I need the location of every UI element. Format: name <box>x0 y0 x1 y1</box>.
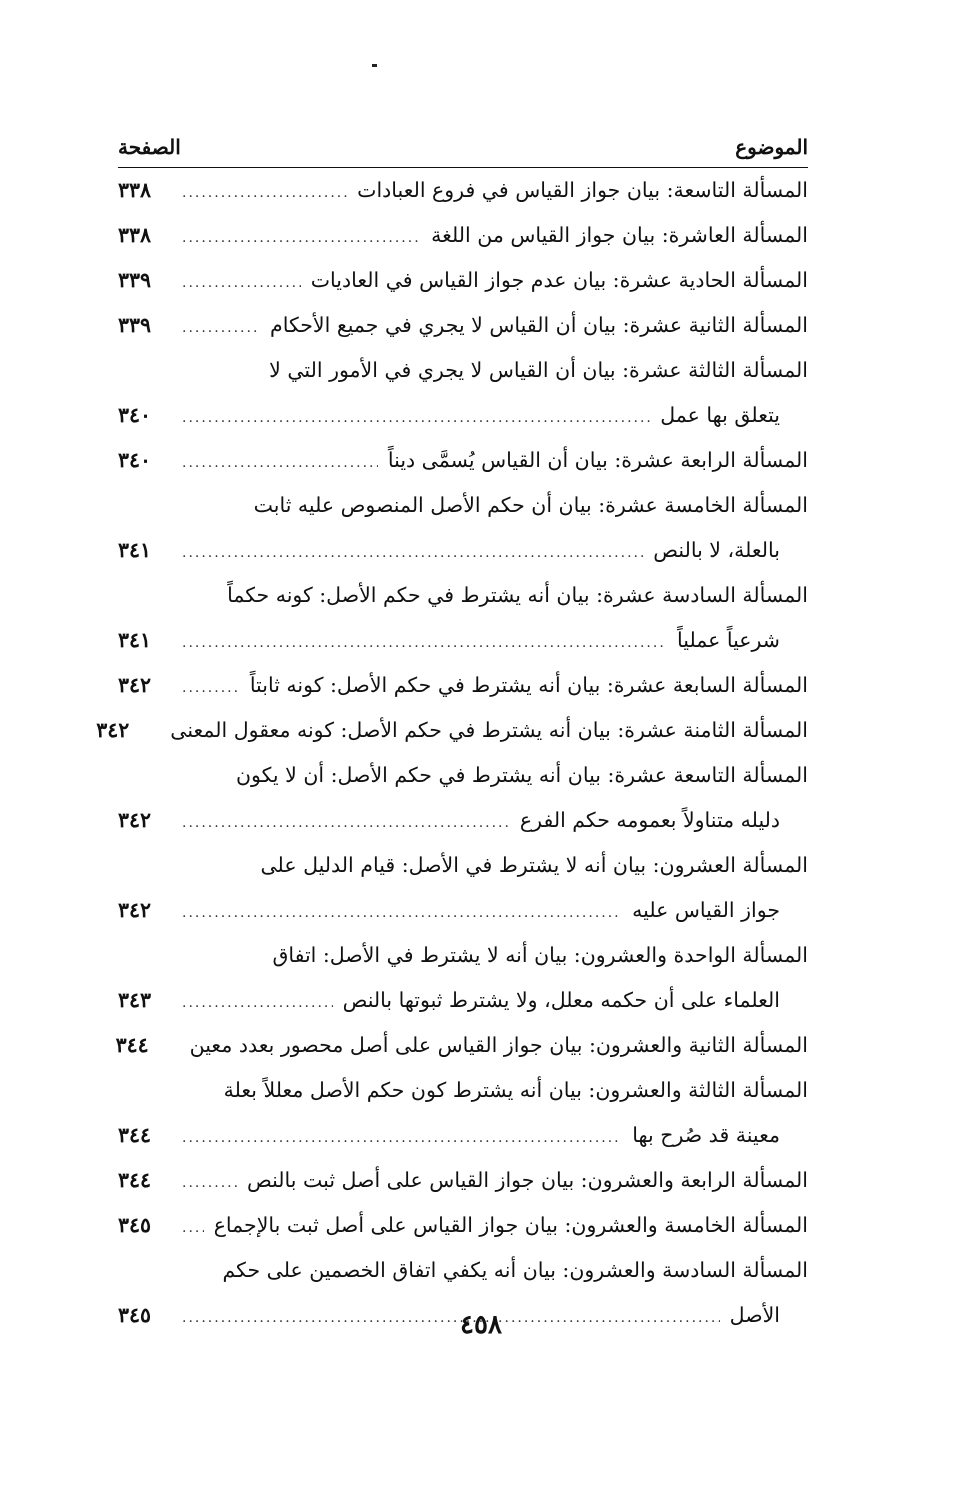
toc-entry-page: ٣٤١ <box>118 628 152 652</box>
toc-entry-text: معينة قد صُرح بها <box>632 1123 780 1147</box>
dot-leader <box>182 441 378 486</box>
dot-leader <box>182 1206 204 1251</box>
toc-entry-line <box>118 753 808 798</box>
toc-entry-page: ٣٤٥ <box>118 1303 152 1327</box>
toc-entry-text: المسألة الواحدة والعشرون: بيان أنه لا يشترط في الأصل: اتفاق <box>272 943 808 967</box>
dot-leader <box>182 666 240 711</box>
toc-entry-page: ٣٤٥ <box>118 1213 152 1237</box>
toc-list <box>96 168 808 1338</box>
page-heading: الصفحة <box>118 135 181 159</box>
toc-entry-text: المسألة السابعة عشرة: بيان أنه يشترط في حكم الأصل: كونه ثابتاً <box>249 673 808 697</box>
toc-entry-line <box>118 438 808 483</box>
toc-entry <box>118 483 808 573</box>
toc-entry-text: المسألة العشرون: بيان أنه لا يشترط في الأصل: قيام الدليل على <box>260 853 808 877</box>
toc-entry <box>118 753 808 843</box>
toc-entry-line <box>118 888 808 933</box>
toc-header <box>118 122 808 162</box>
toc-entry-line <box>118 258 808 303</box>
toc-entry-text: الأصل <box>729 1303 780 1327</box>
toc-entry-page: ٣٤٤ <box>118 1168 152 1192</box>
toc-entry-line <box>118 348 808 393</box>
toc-entry-text: المسألة التاسعة عشرة: بيان أنه يشترط في حكم الأصل: أن لا يكون <box>235 763 808 787</box>
dot-leader <box>182 891 622 936</box>
toc-entry-line <box>118 168 808 213</box>
toc-entry-line <box>118 213 808 258</box>
toc-entry-text: شرعياً عملياً <box>677 628 780 652</box>
toc-entry-page: ٣٤١ <box>118 538 152 562</box>
toc-entry-text: المسألة الثالثة والعشرون: بيان أنه يشترط كون حكم الأصل معللاً بعلة <box>223 1078 808 1102</box>
toc-entry-line <box>118 663 808 708</box>
toc-entry <box>118 1158 808 1203</box>
toc-entry-page: ٣٤٤ <box>115 1033 149 1057</box>
toc-entry-line <box>118 1068 808 1113</box>
page-number: ٤٥٨ <box>460 1310 502 1340</box>
toc-entry-page: ٣٤٢ <box>96 718 130 742</box>
toc-entry-text: المسألة الرابعة والعشرون: بيان جواز القياس على أصل ثبت بالنص <box>246 1168 808 1192</box>
toc-entry-page: ٣٣٩ <box>118 268 152 292</box>
toc-entry-page: ٣٤٠ <box>118 403 152 427</box>
toc-entry <box>118 1203 808 1248</box>
toc-entry <box>118 1068 808 1158</box>
toc-entry-text: جواز القياس عليه <box>632 898 780 922</box>
toc-entry-line <box>118 1248 808 1293</box>
toc-entry <box>96 708 808 753</box>
dot-leader <box>182 216 421 261</box>
dot-leader <box>182 621 667 666</box>
dot-leader <box>182 261 301 306</box>
toc-entry-line <box>118 303 808 348</box>
toc-entry-line <box>118 483 808 528</box>
toc-entry-line <box>118 798 808 843</box>
toc-entry-text: المسألة السادسة والعشرون: بيان أنه يكفي اتفاق الخصمين على حكم <box>222 1258 808 1282</box>
dot-leader <box>182 171 347 216</box>
toc-entry-line <box>118 573 808 618</box>
toc-entry-line <box>118 528 808 573</box>
toc-entry-page: ٣٤٢ <box>118 898 152 922</box>
toc-entry-page: ٣٣٨ <box>118 178 152 202</box>
toc-entry-line <box>115 1023 808 1068</box>
dot-leader <box>182 531 643 576</box>
top-mark <box>372 64 377 67</box>
toc-entry-line <box>118 1203 808 1248</box>
toc-entry-line <box>118 1113 808 1158</box>
toc-entry-page: ٣٤٢ <box>118 808 152 832</box>
toc-entry-text: المسألة الثالثة عشرة: بيان أن القياس لا يجري في الأمور التي لا <box>269 358 808 382</box>
toc-entry <box>115 1023 808 1068</box>
topic-heading: الموضوع <box>735 135 808 159</box>
toc-entry-line <box>118 618 808 663</box>
toc-entry-line <box>118 393 808 438</box>
dot-leader <box>182 1116 622 1161</box>
toc-entry <box>118 303 808 348</box>
toc-entry <box>118 213 808 258</box>
toc-entry-text: المسألة التاسعة: بيان جواز القياس في فروع العبادات <box>357 178 808 202</box>
dot-leader <box>182 801 510 846</box>
toc-entry <box>118 663 808 708</box>
toc-entry-text: المسألة السادسة عشرة: بيان أنه يشترط في حكم الأصل: كونه حكماً <box>227 583 808 607</box>
toc-entry-page: ٣٤٠ <box>118 448 152 472</box>
toc-entry-line <box>96 708 808 753</box>
toc-entry-text: المسألة الرابعة عشرة: بيان أن القياس يُسمَّى ديناً <box>387 448 808 472</box>
toc-entry <box>118 438 808 483</box>
toc-entry-text: دليله متناولاً بعمومه حكم الفرع <box>519 808 780 832</box>
dot-leader <box>182 1161 237 1206</box>
toc-entry-line <box>118 843 808 888</box>
toc-entry-page: ٣٤٣ <box>118 988 152 1012</box>
toc-entry-line <box>118 933 808 978</box>
dot-leader <box>182 306 260 351</box>
toc-entry <box>118 573 808 663</box>
toc-entry <box>118 258 808 303</box>
toc-entry <box>118 168 808 213</box>
toc-entry-line <box>118 1158 808 1203</box>
toc-entry-text: المسألة الثانية والعشرون: بيان جواز القياس على أصل محصور بعدد معين <box>189 1033 808 1057</box>
toc-entry-text: العلماء على أن حكمه معلل، ولا يشترط ثبوتها بالنص <box>342 988 780 1012</box>
toc-entry-text: المسألة الحادية عشرة: بيان عدم جواز القياس في العاديات <box>310 268 808 292</box>
toc-entry-page: ٣٤٢ <box>118 673 152 697</box>
dot-leader <box>182 396 650 441</box>
toc-entry <box>118 933 808 1023</box>
toc-entry-page: ٣٣٩ <box>118 313 152 337</box>
toc-entry-page: ٣٣٨ <box>118 223 152 247</box>
toc-entry-page: ٣٤٤ <box>118 1123 152 1147</box>
toc-entry-text: المسألة العاشرة: بيان جواز القياس من اللغة <box>431 223 808 247</box>
toc-entry-text: المسألة الخامسة والعشرون: بيان جواز القياس على أصل ثبت بالإجماع <box>213 1213 808 1237</box>
toc-entry-text: بالعلة، لا بالنص <box>653 538 780 562</box>
dot-leader <box>182 981 333 1026</box>
toc-entry-text: المسألة الثامنة عشرة: بيان أنه يشترط في حكم الأصل: كونه معقول المعنى <box>170 718 808 742</box>
toc-entry-text: يتعلق بها عمل <box>660 403 780 427</box>
toc-entry-text: المسألة الثانية عشرة: بيان أن القياس لا يجري في جميع الأحكام <box>270 313 808 337</box>
toc-entry <box>118 843 808 933</box>
toc-entry-line <box>118 978 808 1023</box>
toc-entry <box>118 348 808 438</box>
toc-entry-text: المسألة الخامسة عشرة: بيان أن حكم الأصل المنصوص عليه ثابت <box>253 493 808 517</box>
